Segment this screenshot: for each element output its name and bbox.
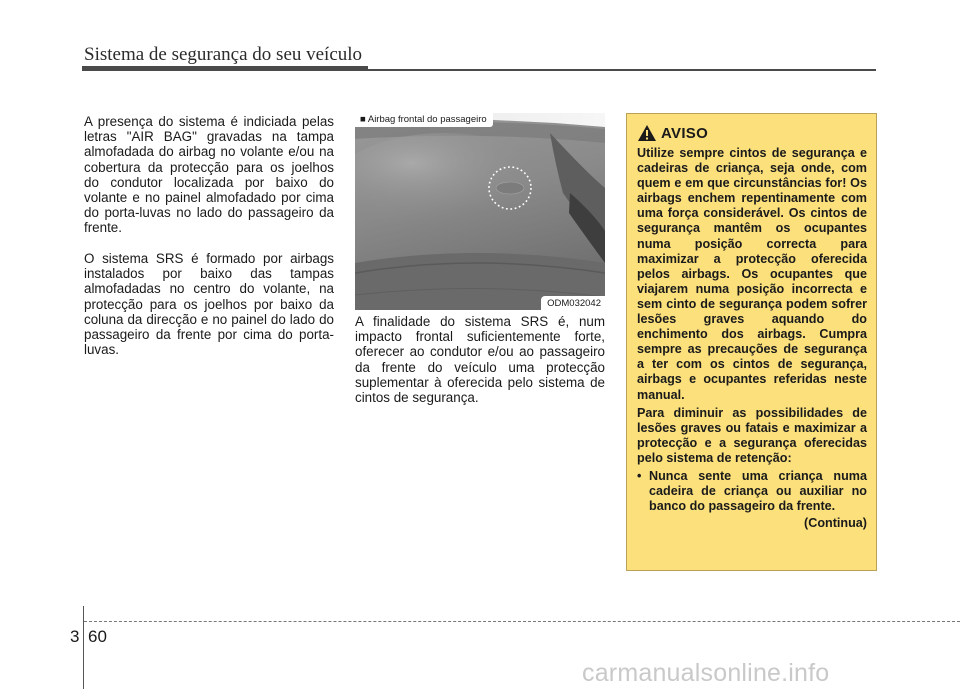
warning-header [637, 124, 867, 142]
header-rule-thick [82, 66, 368, 71]
figure-code: ODM032042 [541, 296, 605, 310]
header-rule-thin [368, 69, 876, 71]
bullet-icon: • [637, 468, 642, 483]
warning-bullet-list [637, 469, 867, 514]
intro-paragraph-1: A presença do sistema é indiciada pelas letras "AIR BAG" gravadas na tampa almofadada do airbag no volante e/ou na cobertura da protecção para os joelhos do condutor localizada por baixo do volante e no painel almofadado por cima do porta-luvas no lado do passageiro da frente. [84, 114, 334, 236]
watermark-text: carmanualsonline.info [582, 659, 830, 687]
warning-triangle-icon [637, 124, 657, 142]
page-number: 60 [88, 627, 107, 646]
section-number: 3 [70, 627, 80, 646]
warning-box [626, 113, 877, 571]
warning-title: AVISO [661, 124, 709, 142]
intro-paragraph-2: O sistema SRS é formado por airbags instalados por baixo das tampas almofadadas no centro do volante, na protecção para os joelhos por baixo da coluna da direcção e no painel do lado do passageiro da frente por cima do porta-luvas. [84, 251, 334, 358]
airbag-figure [355, 113, 605, 310]
figure-label: ■ Airbag frontal do passageiro [355, 113, 493, 127]
warning-bullet-text: Nunca sente uma criança numa cadeira de criança ou auxiliar no banco do passageiro da frente. [649, 468, 867, 514]
section-title: Sistema de segurança do seu veículo [84, 44, 363, 65]
footer-vertical-rule [83, 606, 84, 689]
continued-label: (Continua) [804, 516, 867, 531]
footer-dashed-rule [84, 621, 960, 622]
dashboard-illustration [355, 113, 605, 310]
srs-purpose-paragraph: A finalidade do sistema SRS é, num impacto frontal suficientemente forte, oferecer ao condutor e/ou ao passageiro da frente do veículo uma protecção suplementar à oferecida pelo sistema de cintos de segurança. [355, 314, 605, 406]
warning-paragraph-2: Para diminuir as possibilidades de lesões graves ou fatais e maximizar a protecção e a segurança oferecidas pelo sistema de retenção: [637, 405, 867, 465]
warning-paragraph-1: Utilize sempre cintos de segurança e cadeiras de criança, seja onde, com quem e em que circunstâncias for! Os airbags enchem repentinamente com uma força considerável. Os cintos de segurança mantêm os ocupantes numa posição correcta para maximizar a protecção oferecida pelos airbags. Os ocupantes que viajarem numa posição incorrecta e sem cinto de segurança podem sofrer lesões graves aquando do enchimento dos airbags. Cumpra sempre as precauções de segurança a ter com os cintos de segurança, airbags e ocupantes referidas neste manual. [637, 146, 867, 402]
warning-bullet-item [637, 469, 867, 514]
